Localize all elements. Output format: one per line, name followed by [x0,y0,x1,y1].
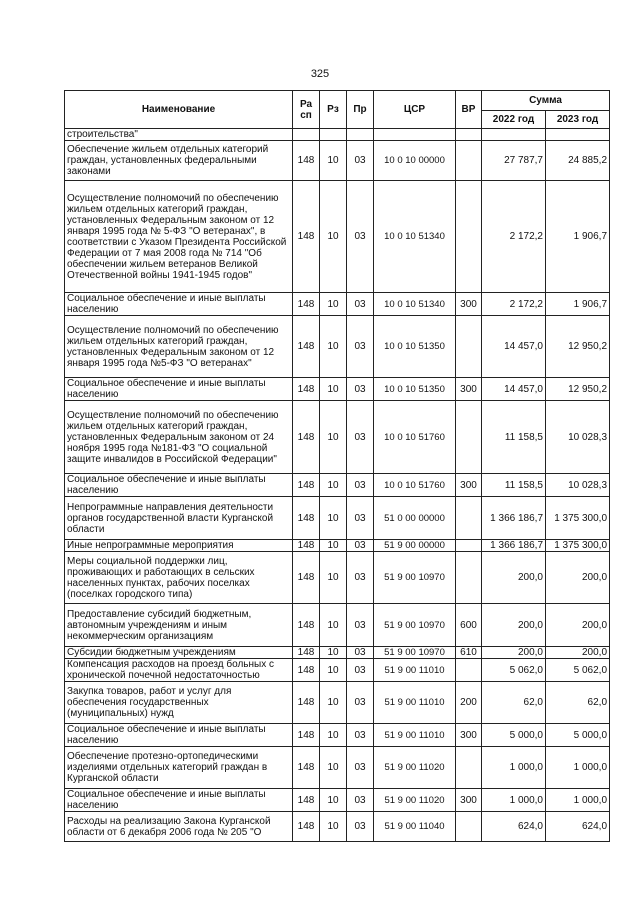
table-row [65,540,610,552]
row-rasp: 148 [293,293,320,316]
row-pr: 03 [347,682,374,724]
row-rz: 10 [320,293,347,316]
row-rasp: 148 [293,401,320,474]
row-rasp: 148 [293,497,320,540]
row-csr: 51 0 00 00000 [374,497,456,540]
row-rz: 10 [320,181,347,293]
row-name: Непрограммные направления деятельности органов государственной власти Курганской области [65,497,293,540]
row-sum-2022: 200,0 [482,552,546,604]
table-row [65,293,610,316]
row-sum-2023: 200,0 [546,604,610,647]
row-sum-2022: 11 158,5 [482,474,546,497]
row-sum-2022: 2 172,2 [482,181,546,293]
row-rasp: 148 [293,747,320,789]
row-pr: 03 [347,659,374,682]
page-number: 325 [310,68,330,80]
table-row [65,659,610,682]
row-vr: 300 [456,724,482,747]
row-name: Осуществление полномочий по обеспечению жильем отдельных категорий граждан, установленных Федеральным законом от 12 января 1995 года №5-ФЗ "О ветеранах" [65,316,293,378]
row-sum-2023: 24 885,2 [546,141,610,181]
row-csr: 51 9 00 10970 [374,647,456,659]
row-sum-2023: 12 950,2 [546,378,610,401]
row-rz: 10 [320,659,347,682]
row-name: Социальное обеспечение и иные выплаты населению [65,789,293,812]
row-pr: 03 [347,316,374,378]
row-vr: 300 [456,474,482,497]
table-row [65,604,610,647]
header-pr: Пр [347,91,374,129]
table-row [65,682,610,724]
row-sum-2022: 14 457,0 [482,316,546,378]
row-rasp: 148 [293,181,320,293]
row-rz: 10 [320,540,347,552]
row-pr [347,129,374,141]
row-pr: 03 [347,604,374,647]
row-pr: 03 [347,293,374,316]
row-sum-2022: 1 366 186,7 [482,540,546,552]
row-name: строительства" [65,129,293,141]
row-vr [456,497,482,540]
row-pr: 03 [347,141,374,181]
row-sum-2023: 10 028,3 [546,401,610,474]
row-vr [456,316,482,378]
table-body [65,129,610,842]
row-vr: 600 [456,604,482,647]
table-row [65,812,610,842]
row-pr: 03 [347,378,374,401]
header-rasp: Ра сп [293,91,320,129]
row-vr [456,181,482,293]
table-row [65,747,610,789]
row-pr: 03 [347,474,374,497]
row-rasp: 148 [293,789,320,812]
row-sum-2023: 62,0 [546,682,610,724]
row-rasp: 148 [293,647,320,659]
row-rz: 10 [320,747,347,789]
header-name: Наименование [65,91,293,129]
row-name: Социальное обеспечение и иные выплаты населению [65,724,293,747]
row-sum-2022 [482,129,546,141]
row-rz: 10 [320,552,347,604]
row-pr: 03 [347,552,374,604]
row-pr: 03 [347,181,374,293]
row-csr: 10 0 10 51760 [374,474,456,497]
table-row [65,401,610,474]
row-name: Меры социальной поддержки лиц, проживающих и работающих в сельских населенных пунктах, рабочих поселках (поселках городского типа) [65,552,293,604]
row-csr: 10 0 10 51340 [374,293,456,316]
row-name: Осуществление полномочий по обеспечению жильем отдельных категорий граждан, установленных Федеральным законом от 24 ноября 1995 года №181-ФЗ "О социальной защите инвалидов в Российской Федерации" [65,401,293,474]
row-vr [456,129,482,141]
row-sum-2022: 5 062,0 [482,659,546,682]
row-rz: 10 [320,401,347,474]
row-sum-2023: 5 000,0 [546,724,610,747]
row-vr: 300 [456,293,482,316]
row-name: Иные непрограммные мероприятия [65,540,293,552]
row-csr: 10 0 10 51760 [374,401,456,474]
header-vr: ВР [456,91,482,129]
row-rz: 10 [320,378,347,401]
row-name: Обеспечение жильем отдельных категорий граждан, установленных федеральными законами [65,141,293,181]
row-rasp: 148 [293,812,320,842]
row-rasp: 148 [293,378,320,401]
row-pr: 03 [347,647,374,659]
row-csr: 51 9 00 11010 [374,659,456,682]
row-sum-2022: 624,0 [482,812,546,842]
row-csr: 10 0 10 51350 [374,378,456,401]
row-sum-2023: 1 375 300,0 [546,540,610,552]
row-rasp: 148 [293,682,320,724]
row-sum-2023: 5 062,0 [546,659,610,682]
row-name: Социальное обеспечение и иные выплаты населению [65,474,293,497]
header-csr: ЦСР [374,91,456,129]
row-rz: 10 [320,724,347,747]
row-sum-2023: 200,0 [546,647,610,659]
row-rasp: 148 [293,540,320,552]
row-rz: 10 [320,141,347,181]
row-rz [320,129,347,141]
row-sum-2022: 200,0 [482,604,546,647]
row-rz: 10 [320,812,347,842]
table-row [65,316,610,378]
row-sum-2023: 12 950,2 [546,316,610,378]
row-csr: 10 0 10 51340 [374,181,456,293]
row-sum-2023: 1 000,0 [546,789,610,812]
row-rasp: 148 [293,141,320,181]
row-vr [456,812,482,842]
row-sum-2023: 200,0 [546,552,610,604]
row-sum-2023: 624,0 [546,812,610,842]
row-csr: 51 9 00 11020 [374,747,456,789]
row-csr: 51 9 00 11040 [374,812,456,842]
header-2023: 2023 год [546,111,610,129]
row-name: Социальное обеспечение и иные выплаты населению [65,378,293,401]
row-rasp: 148 [293,659,320,682]
row-vr: 300 [456,789,482,812]
row-rasp: 148 [293,474,320,497]
row-sum-2022: 11 158,5 [482,401,546,474]
row-pr: 03 [347,812,374,842]
row-csr: 51 9 00 00000 [374,540,456,552]
row-sum-2022: 200,0 [482,647,546,659]
row-sum-2023: 1 000,0 [546,747,610,789]
table-row [65,789,610,812]
row-csr: 51 9 00 10970 [374,604,456,647]
row-sum-2023: 10 028,3 [546,474,610,497]
table-row [65,552,610,604]
row-sum-2022: 1 000,0 [482,747,546,789]
row-vr [456,141,482,181]
header-sum: Сумма [482,91,610,111]
row-rasp: 148 [293,552,320,604]
table-row [65,647,610,659]
row-sum-2022: 1 000,0 [482,789,546,812]
row-sum-2022: 5 000,0 [482,724,546,747]
row-name: Закупка товаров, работ и услуг для обеспечения государственных (муниципальных) нужд [65,682,293,724]
row-csr: 51 9 00 10970 [374,552,456,604]
row-name: Субсидии бюджетным учреждениям [65,647,293,659]
table-row [65,129,610,141]
row-pr: 03 [347,789,374,812]
row-name: Компенсация расходов на проезд больных с хронической почечной недостаточностью [65,659,293,682]
budget-table [64,90,610,842]
row-name: Обеспечение протезно-ортопедическими изделиями отдельных категорий граждан в Курганской области [65,747,293,789]
row-rasp [293,129,320,141]
row-vr [456,747,482,789]
row-vr [456,659,482,682]
table-row [65,378,610,401]
table-row [65,497,610,540]
row-csr: 51 9 00 11020 [374,789,456,812]
row-rz: 10 [320,604,347,647]
row-vr: 610 [456,647,482,659]
row-name: Расходы на реализацию Закона Курганской области от 6 декабря 2006 года № 205 "О [65,812,293,842]
row-name: Предоставление субсидий бюджетным, автономным учреждениям и иным некоммерческим организациям [65,604,293,647]
row-rz: 10 [320,474,347,497]
row-sum-2023: 1 375 300,0 [546,497,610,540]
row-sum-2022: 1 366 186,7 [482,497,546,540]
row-sum-2022: 27 787,7 [482,141,546,181]
header-row [65,91,610,111]
row-name: Социальное обеспечение и иные выплаты населению [65,293,293,316]
row-pr: 03 [347,540,374,552]
row-rasp: 148 [293,724,320,747]
row-rz: 10 [320,647,347,659]
table-row [65,181,610,293]
row-csr [374,129,456,141]
row-pr: 03 [347,401,374,474]
row-vr: 200 [456,682,482,724]
row-sum-2023 [546,129,610,141]
row-rasp: 148 [293,604,320,647]
row-vr: 300 [456,378,482,401]
row-csr: 10 0 10 00000 [374,141,456,181]
row-csr: 51 9 00 11010 [374,724,456,747]
header-2022: 2022 год [482,111,546,129]
table-row [65,724,610,747]
row-csr: 51 9 00 11010 [374,682,456,724]
table-row [65,141,610,181]
row-name: Осуществление полномочий по обеспечению жильем отдельных категорий граждан, установленных Федеральным законом от 12 января 1995 года № 5-ФЗ "О ветеранах", в соответствии с Указом Президента Российской Федерации от 7 мая 2008 года № 714 "Об обеспечении жильем ветеранов Великой Отечественной войны 1941-1945 годов" [65,181,293,293]
row-rasp: 148 [293,316,320,378]
row-pr: 03 [347,497,374,540]
row-rz: 10 [320,789,347,812]
row-rz: 10 [320,316,347,378]
table-row [65,474,610,497]
row-sum-2022: 62,0 [482,682,546,724]
row-sum-2022: 14 457,0 [482,378,546,401]
row-pr: 03 [347,724,374,747]
row-pr: 03 [347,747,374,789]
row-vr [456,401,482,474]
row-sum-2023: 1 906,7 [546,181,610,293]
header-rz: Рз [320,91,347,129]
row-sum-2022: 2 172,2 [482,293,546,316]
row-rz: 10 [320,497,347,540]
row-sum-2023: 1 906,7 [546,293,610,316]
row-vr [456,540,482,552]
row-vr [456,552,482,604]
row-csr: 10 0 10 51350 [374,316,456,378]
row-rz: 10 [320,682,347,724]
